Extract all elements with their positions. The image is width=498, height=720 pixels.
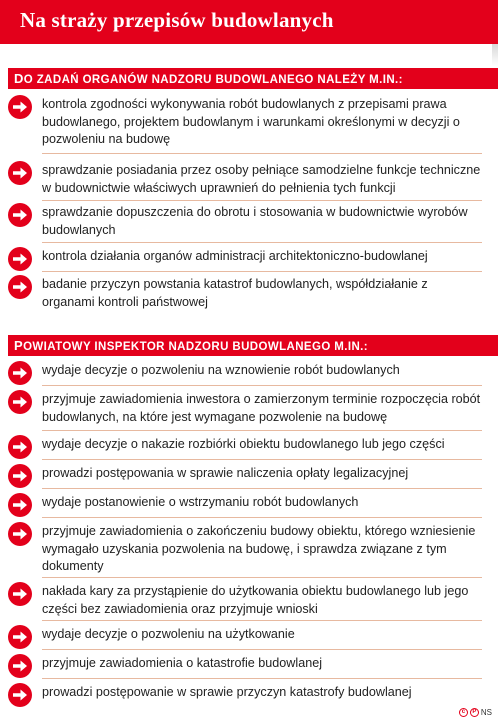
list-item-text: prowadzi postępowania w sprawie naliczenia opłaty legalizacyjnej xyxy=(42,466,409,480)
arrow-right-icon xyxy=(8,203,32,227)
divider xyxy=(42,649,482,650)
list-item-text: wydaje decyzje o pozwoleniu na wznowienie robót budowlanych xyxy=(42,363,400,377)
section-heading-tasks xyxy=(8,68,498,89)
arrow-right-icon xyxy=(8,390,32,414)
arrow-right-icon xyxy=(8,493,32,517)
arrow-right-icon xyxy=(8,683,32,707)
list-item-text: badanie przyczyn powstania katastrof budowlanych, współdziałanie z organami kontroli państwowej xyxy=(42,277,428,309)
arrow-right-icon xyxy=(8,435,32,459)
list-item-text: sprawdzanie posiadania przez osoby pełniące samodzielne funkcje techniczne w budownictwie właściwych uprawnień do pełnienia tych funkcji xyxy=(42,163,481,195)
list-item-text: przyjmuje zawiadomienia o katastrofie budowlanej xyxy=(42,656,323,670)
list-item-text: wydaje postanowienie o wstrzymaniu robót budowlanych xyxy=(42,495,359,509)
divider xyxy=(42,517,482,518)
list-item-text: kontrola działania organów administracji architektoniczno-budowlanej xyxy=(42,249,428,263)
section-heading-initial: P xyxy=(14,338,24,353)
divider xyxy=(42,577,482,578)
title-bar-shadow xyxy=(492,44,498,66)
divider xyxy=(42,153,482,154)
list-item-text: nakłada kary za przystąpienie do użytkowania obiektu budowlanego lub jego części bez zawiadomienia oraz przyjmuje wnioski xyxy=(42,584,469,616)
arrow-right-icon xyxy=(8,464,32,488)
list-item-text: prowadzi postępowanie w sprawie przyczyn katastrofy budowlanej xyxy=(42,685,412,699)
arrow-right-icon xyxy=(8,361,32,385)
list-item-text: wydaje decyzje o pozwoleniu na użytkowanie xyxy=(42,627,295,641)
divider xyxy=(42,678,482,679)
arrow-right-icon xyxy=(8,161,32,185)
list-item-text: sprawdzanie dopuszczenia do obrotu i stosowania w budownictwie wyrobów budowlanych xyxy=(42,205,468,237)
list-item-text: kontrola zgodności wykonywania robót budowlanych z przepisami prawa budowlanego, projektem budowlanym i warunkami określonymi w decyzji o pozwoleniu na budowę xyxy=(42,97,460,146)
section-heading-inspector xyxy=(8,335,498,356)
list-item-text: wydaje decyzje o nakazie rozbiórki obiektu budowlanego lub jego części xyxy=(42,437,445,451)
credit-text: NS xyxy=(480,708,492,717)
title-bar xyxy=(0,0,498,44)
divider xyxy=(42,459,482,460)
list-item-text: przyjmuje zawiadomienia o zakończeniu budowy obiektu, którego wzniesienie wymagało uzyskania pozwolenia na budowę, i sprawdza związane z tym dokumenty xyxy=(42,524,476,573)
list-item-text: przyjmuje zawiadomienia inwestora o zamierzonym terminie rozpoczęcia robót budowlanych, na które jest wymagane pozwolenie na budowę xyxy=(42,392,481,424)
arrow-right-icon xyxy=(8,247,32,271)
section-heading-initial: D xyxy=(14,71,24,86)
publisher-logo-icon: P xyxy=(470,708,479,717)
copyright-icon: c xyxy=(459,708,468,717)
arrow-right-icon xyxy=(8,522,32,546)
arrow-right-icon xyxy=(8,654,32,678)
section-heading-text: O ZADAŃ ORGANÓW NADZORU BUDOWLANEGO NALEŻY M.IN.: xyxy=(23,74,403,86)
divider xyxy=(42,271,482,272)
divider xyxy=(42,385,482,386)
divider xyxy=(42,488,482,489)
arrow-right-icon xyxy=(8,582,32,606)
section-heading-text: OWIATOWY INSPEKTOR NADZORU BUDOWLANEGO M.IN.: xyxy=(23,341,368,353)
page-title: Na straży przepisów budowlanych xyxy=(20,8,334,32)
credit xyxy=(459,708,492,717)
divider xyxy=(42,242,482,243)
arrow-right-icon xyxy=(8,95,32,119)
divider xyxy=(42,620,482,621)
divider xyxy=(42,430,482,431)
divider xyxy=(42,200,482,201)
arrow-right-icon xyxy=(8,275,32,299)
arrow-right-icon xyxy=(8,625,32,649)
